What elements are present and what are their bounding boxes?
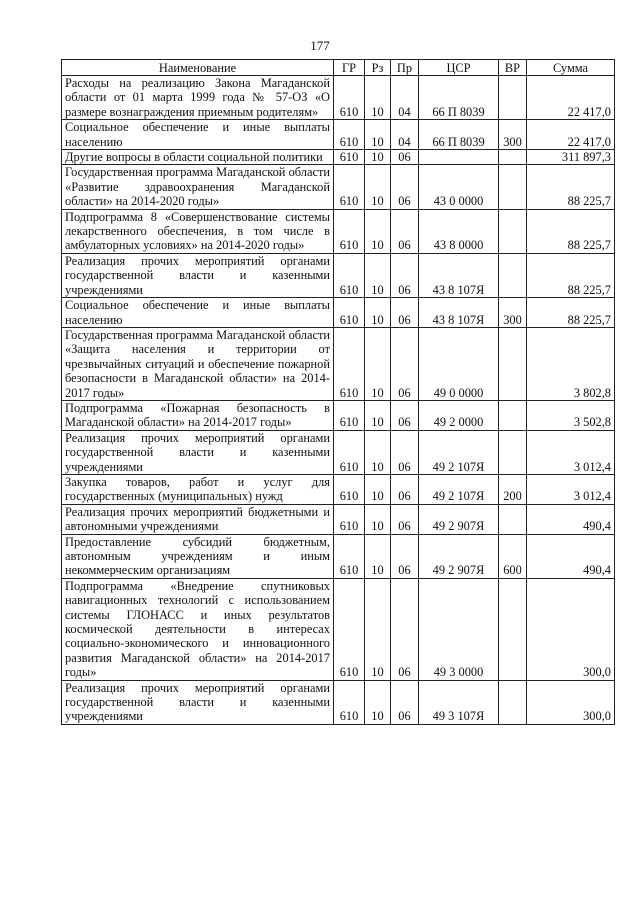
cell-csr: 49 3 107Я	[419, 680, 499, 724]
cell-pr: 06	[391, 504, 419, 534]
column-header-csr: ЦСР	[419, 60, 499, 76]
cell-name: Государственная программа Магаданской области «Развитие здравоохранения Магаданской области» на 2014-2020 годы»	[62, 165, 334, 209]
cell-name: Предоставление субсидий бюджетным, автономным учреждениям и иным некоммерческим организациям	[62, 534, 334, 578]
cell-gr: 610	[334, 327, 365, 400]
table-body	[62, 76, 615, 725]
cell-sum: 3 802,8	[527, 327, 615, 400]
cell-gr: 610	[334, 253, 365, 297]
column-header-rz: Рз	[365, 60, 391, 76]
cell-sum: 300,0	[527, 680, 615, 724]
cell-name: Подпрограмма «Пожарная безопасность в Магаданской области» на 2014-2017 годы»	[62, 400, 334, 430]
cell-pr: 06	[391, 534, 419, 578]
cell-sum: 22 417,0	[527, 76, 615, 120]
cell-name: Закупка товаров, работ и услуг для государственных (муниципальных) нужд	[62, 474, 334, 504]
cell-pr: 06	[391, 298, 419, 328]
cell-pr: 06	[391, 400, 419, 430]
column-header-gr: ГР	[334, 60, 365, 76]
table-row	[62, 150, 615, 165]
table-row	[62, 253, 615, 297]
cell-vr	[499, 253, 527, 297]
cell-name: Подпрограмма 8 «Совершенствование системы лекарственного обеспечения, в том числе в амбулаторных условиях» на 2014-2020 годы»	[62, 209, 334, 253]
column-header-vr: ВР	[499, 60, 527, 76]
cell-rz: 10	[365, 150, 391, 165]
cell-sum: 3 012,4	[527, 474, 615, 504]
cell-rz: 10	[365, 474, 391, 504]
table-row	[62, 298, 615, 328]
cell-csr: 66 П 8039	[419, 120, 499, 150]
cell-gr: 610	[334, 400, 365, 430]
cell-csr: 43 8 107Я	[419, 253, 499, 297]
cell-vr	[499, 165, 527, 209]
cell-rz: 10	[365, 534, 391, 578]
cell-rz: 10	[365, 298, 391, 328]
cell-csr: 49 0 0000	[419, 327, 499, 400]
cell-csr: 49 2 0000	[419, 400, 499, 430]
cell-name: Реализация прочих мероприятий органами государственной власти и казенными учреждениями	[62, 253, 334, 297]
cell-rz: 10	[365, 253, 391, 297]
cell-gr: 610	[334, 150, 365, 165]
page-number: 177	[310, 38, 330, 53]
cell-name: Социальное обеспечение и иные выплаты населению	[62, 298, 334, 328]
cell-gr: 610	[334, 209, 365, 253]
table-row	[62, 474, 615, 504]
table-header-row	[62, 60, 615, 76]
table-row	[62, 534, 615, 578]
cell-vr	[499, 209, 527, 253]
budget-table	[61, 59, 615, 725]
cell-pr: 06	[391, 165, 419, 209]
cell-pr: 06	[391, 680, 419, 724]
cell-name: Реализация прочих мероприятий органами государственной власти и казенными учреждениями	[62, 680, 334, 724]
cell-gr: 610	[334, 578, 365, 680]
cell-gr: 610	[334, 430, 365, 474]
cell-sum: 311 897,3	[527, 150, 615, 165]
cell-vr: 300	[499, 298, 527, 328]
cell-pr: 06	[391, 209, 419, 253]
cell-name: Государственная программа Магаданской области «Защита населения и территории от чрезвычайных ситуаций и обеспечение пожарной безопасности в Магаданской области» на 2014-2017 годы»	[62, 327, 334, 400]
cell-sum: 88 225,7	[527, 165, 615, 209]
cell-vr	[499, 430, 527, 474]
table-row	[62, 76, 615, 120]
cell-sum: 490,4	[527, 504, 615, 534]
table-row	[62, 165, 615, 209]
cell-pr: 06	[391, 474, 419, 504]
cell-sum: 3 502,8	[527, 400, 615, 430]
cell-vr: 600	[499, 534, 527, 578]
table-row	[62, 680, 615, 724]
cell-csr: 49 2 107Я	[419, 474, 499, 504]
cell-csr: 49 2 907Я	[419, 534, 499, 578]
cell-rz: 10	[365, 578, 391, 680]
cell-rz: 10	[365, 209, 391, 253]
cell-rz: 10	[365, 680, 391, 724]
cell-sum: 22 417,0	[527, 120, 615, 150]
cell-vr	[499, 504, 527, 534]
cell-name: Расходы на реализацию Закона Магаданской области от 01 марта 1999 года № 57-ОЗ «О размере вознаграждения приемным родителям»	[62, 76, 334, 120]
cell-gr: 610	[334, 474, 365, 504]
cell-vr	[499, 400, 527, 430]
cell-rz: 10	[365, 165, 391, 209]
cell-sum: 3 012,4	[527, 430, 615, 474]
cell-vr: 200	[499, 474, 527, 504]
cell-gr: 610	[334, 76, 365, 120]
cell-rz: 10	[365, 76, 391, 120]
cell-rz: 10	[365, 120, 391, 150]
cell-vr	[499, 76, 527, 120]
cell-pr: 04	[391, 120, 419, 150]
column-header-sum: Сумма	[527, 60, 615, 76]
table-row	[62, 400, 615, 430]
column-header-name: Наименование	[62, 60, 334, 76]
cell-gr: 610	[334, 534, 365, 578]
cell-vr	[499, 680, 527, 724]
cell-csr: 49 2 107Я	[419, 430, 499, 474]
cell-sum: 300,0	[527, 578, 615, 680]
cell-vr	[499, 150, 527, 165]
table-row	[62, 209, 615, 253]
cell-rz: 10	[365, 430, 391, 474]
table-row	[62, 120, 615, 150]
table-row	[62, 504, 615, 534]
cell-csr: 66 П 8039	[419, 76, 499, 120]
table-row	[62, 578, 615, 680]
cell-name: Подпрограмма «Внедрение спутниковых навигационных технологий с использованием системы ГЛОНАСС и иных результатов космической деятельности в интересах социально-экономического и инновационного развития Магаданской области» на 2014-2017 годы»	[62, 578, 334, 680]
cell-gr: 610	[334, 504, 365, 534]
cell-sum: 88 225,7	[527, 209, 615, 253]
cell-pr: 06	[391, 150, 419, 165]
cell-name: Социальное обеспечение и иные выплаты населению	[62, 120, 334, 150]
cell-pr: 04	[391, 76, 419, 120]
cell-vr	[499, 578, 527, 680]
table-row	[62, 327, 615, 400]
cell-pr: 06	[391, 430, 419, 474]
cell-gr: 610	[334, 120, 365, 150]
cell-rz: 10	[365, 327, 391, 400]
cell-csr: 43 0 0000	[419, 165, 499, 209]
cell-gr: 610	[334, 298, 365, 328]
cell-pr: 06	[391, 253, 419, 297]
cell-gr: 610	[334, 680, 365, 724]
cell-sum: 88 225,7	[527, 298, 615, 328]
cell-pr: 06	[391, 578, 419, 680]
cell-sum: 490,4	[527, 534, 615, 578]
cell-csr: 49 3 0000	[419, 578, 499, 680]
cell-name: Реализация прочих мероприятий бюджетными и автономными учреждениями	[62, 504, 334, 534]
column-header-pr: Пр	[391, 60, 419, 76]
cell-pr: 06	[391, 327, 419, 400]
table-row	[62, 430, 615, 474]
cell-csr: 49 2 907Я	[419, 504, 499, 534]
cell-sum: 88 225,7	[527, 253, 615, 297]
cell-gr: 610	[334, 165, 365, 209]
cell-vr	[499, 327, 527, 400]
cell-rz: 10	[365, 504, 391, 534]
cell-rz: 10	[365, 400, 391, 430]
cell-csr	[419, 150, 499, 165]
cell-vr: 300	[499, 120, 527, 150]
cell-csr: 43 8 0000	[419, 209, 499, 253]
cell-name: Другие вопросы в области социальной политики	[62, 150, 334, 165]
cell-csr: 43 8 107Я	[419, 298, 499, 328]
cell-name: Реализация прочих мероприятий органами государственной власти и казенными учреждениями	[62, 430, 334, 474]
